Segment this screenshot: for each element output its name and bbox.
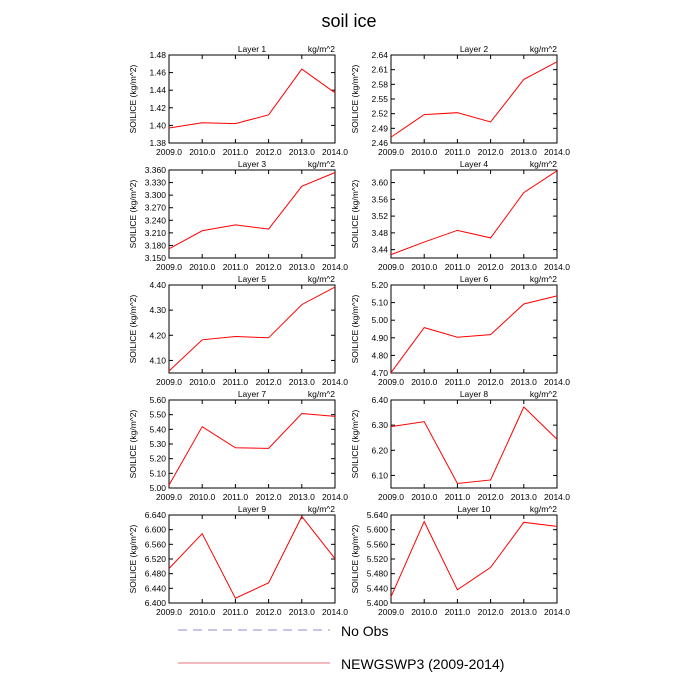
y-tick-label: 6.560 [144,539,166,550]
x-tick-label: 2011.0 [444,607,471,617]
x-tick-label: 2013.0 [510,377,537,387]
plot-frame [169,515,335,603]
x-tick-label: 2009.0 [156,492,182,502]
y-tick-label: 3.60 [371,177,388,188]
panel-layer-1 [128,44,348,157]
y-tick-label: 2.46 [371,138,388,148]
y-tick-label: 4.10 [149,355,166,366]
x-tick-label: 2009.0 [378,607,404,617]
x-tick-label: 2011.0 [222,377,249,387]
y-tick-label: 1.48 [149,50,166,60]
series-line-layer-10 [391,522,557,597]
x-tick-label: 2014.0 [322,607,348,617]
panel-units: kg/m^2 [307,159,335,169]
x-tick-label: 2011.0 [444,262,471,272]
y-tick-label: 3.180 [144,240,166,251]
y-tick-label: 4.40 [149,280,166,290]
x-tick-label: 2011.0 [222,607,249,617]
x-tick-label: 2009.0 [378,492,404,502]
panel-units: kg/m^2 [307,389,335,399]
panel-title: Layer 6 [459,274,489,284]
y-tick-label: 1.38 [149,138,166,148]
panel-layer-3 [128,159,348,272]
y-tick-label: 5.10 [371,297,388,308]
x-tick-label: 2010.0 [189,262,216,272]
y-axis-label: SOILICE (kg/m^2) [350,179,360,249]
x-tick-label: 2012.0 [255,147,282,157]
plot-frame [391,55,557,143]
x-tick-label: 2011.0 [444,147,471,157]
y-axis-label: SOILICE (kg/m^2) [128,409,138,479]
panel-title: Layer 3 [237,159,267,169]
x-tick-label: 2012.0 [477,262,504,272]
y-tick-label: 3.210 [144,227,166,238]
x-tick-label: 2014.0 [544,262,570,272]
x-tick-label: 2014.0 [544,147,570,157]
x-tick-label: 2010.0 [411,607,438,617]
x-tick-label: 2009.0 [156,147,182,157]
x-tick-label: 2013.0 [288,377,315,387]
y-axis-label: SOILICE (kg/m^2) [350,64,360,134]
y-axis-label: SOILICE (kg/m^2) [350,524,360,594]
y-tick-label: 3.52 [371,211,388,222]
y-tick-label: 6.440 [144,583,166,594]
y-tick-label: 5.440 [366,583,388,594]
x-tick-label: 2011.0 [222,262,249,272]
x-tick-label: 2012.0 [255,377,282,387]
panel-units: kg/m^2 [529,504,557,514]
plot-frame [169,400,335,488]
series-line-layer-9 [169,516,335,598]
x-tick-label: 2012.0 [255,607,282,617]
panel-layer-4 [350,159,570,272]
panel-units: kg/m^2 [529,159,557,169]
x-tick-label: 2010.0 [189,607,216,617]
x-tick-label: 2013.0 [288,262,315,272]
y-tick-label: 2.49 [371,123,388,134]
y-tick-label: 4.30 [149,305,166,316]
x-tick-label: 2013.0 [510,492,537,502]
x-tick-label: 2013.0 [510,607,537,617]
legend [178,623,504,672]
x-tick-label: 2014.0 [544,377,570,387]
x-tick-label: 2009.0 [156,607,182,617]
y-tick-label: 6.40 [371,395,388,405]
y-tick-label: 3.270 [144,202,166,213]
x-tick-label: 2012.0 [477,607,504,617]
y-tick-label: 2.58 [371,79,388,90]
y-tick-label: 4.90 [371,332,388,343]
y-axis-label: SOILICE (kg/m^2) [128,294,138,364]
panel-layer-2 [350,44,570,157]
x-tick-label: 2010.0 [189,492,216,502]
x-tick-label: 2011.0 [444,377,471,387]
x-tick-label: 2014.0 [322,262,348,272]
y-tick-label: 5.20 [371,280,388,290]
x-tick-label: 2010.0 [189,377,216,387]
panel-layer-10 [350,504,570,617]
panel-grid [128,44,570,617]
y-tick-label: 6.520 [144,554,166,564]
x-tick-label: 2009.0 [378,377,404,387]
x-tick-label: 2012.0 [477,377,504,387]
panel-title: Layer 4 [459,159,489,169]
series-line-layer-2 [391,62,557,137]
y-tick-label: 5.640 [366,510,388,520]
y-tick-label: 2.55 [371,94,388,104]
x-tick-label: 2009.0 [378,147,404,157]
figure-title: soil ice [321,11,377,31]
y-tick-label: 3.330 [144,177,166,188]
panel-layer-7 [128,389,348,502]
x-tick-label: 2012.0 [255,262,282,272]
y-axis-label: SOILICE (kg/m^2) [350,409,360,479]
y-tick-label: 6.400 [144,598,166,608]
x-tick-label: 2012.0 [477,147,504,157]
y-tick-label: 5.520 [366,554,388,564]
x-tick-label: 2014.0 [322,377,348,387]
y-tick-label: 5.20 [149,453,166,464]
panel-units: kg/m^2 [307,504,335,514]
y-tick-label: 4.70 [371,368,388,378]
panel-title: Layer 1 [237,44,267,54]
y-tick-label: 6.30 [371,420,388,431]
y-tick-label: 1.40 [149,120,166,131]
x-tick-label: 2014.0 [322,147,348,157]
panel-layer-8 [350,389,570,502]
x-tick-label: 2010.0 [411,492,438,502]
y-tick-label: 5.00 [149,483,166,493]
y-tick-label: 3.44 [371,244,388,255]
x-tick-label: 2010.0 [411,147,438,157]
panel-units: kg/m^2 [307,274,335,284]
x-tick-label: 2014.0 [544,607,570,617]
y-tick-label: 5.60 [149,395,166,405]
y-tick-label: 6.640 [144,510,166,520]
series-line-layer-3 [169,173,335,249]
panel-layer-5 [128,274,348,387]
y-tick-label: 3.300 [144,190,166,201]
plot-frame [169,55,335,143]
x-tick-label: 2009.0 [156,262,182,272]
y-tick-label: 4.80 [371,350,388,361]
y-axis-label: SOILICE (kg/m^2) [350,294,360,364]
x-tick-label: 2013.0 [510,147,537,157]
y-tick-label: 5.00 [371,315,388,326]
y-tick-label: 4.20 [149,330,166,341]
y-tick-label: 3.150 [144,253,166,263]
x-tick-label: 2011.0 [444,492,471,502]
x-tick-label: 2009.0 [156,377,182,387]
plot-frame [391,285,557,373]
y-axis-label: SOILICE (kg/m^2) [128,64,138,134]
x-tick-label: 2013.0 [288,492,315,502]
panel-title: Layer 10 [457,504,491,514]
plot-frame [169,285,335,373]
legend-label-no-obs: No Obs [341,623,389,639]
series-line-layer-8 [391,407,557,483]
y-tick-label: 1.44 [149,85,166,96]
plot-frame [391,400,557,488]
series-line-layer-6 [391,296,557,373]
y-tick-label: 2.61 [371,64,388,75]
x-tick-label: 2010.0 [411,262,438,272]
panel-title: Layer 2 [459,44,489,54]
y-tick-label: 6.480 [144,568,166,579]
y-tick-label: 3.360 [144,165,166,175]
plot-frame [391,515,557,603]
y-tick-label: 5.40 [149,424,166,435]
y-tick-label: 1.42 [149,102,166,113]
y-tick-label: 5.50 [149,409,166,420]
series-line-layer-1 [169,69,335,128]
y-axis-label: SOILICE (kg/m^2) [128,179,138,249]
panel-layer-9 [128,504,348,617]
y-tick-label: 2.52 [371,108,388,119]
panel-units: kg/m^2 [529,44,557,54]
x-tick-label: 2013.0 [288,147,315,157]
x-tick-label: 2013.0 [288,607,315,617]
y-tick-label: 3.240 [144,215,166,226]
y-axis-label: SOILICE (kg/m^2) [128,524,138,594]
x-tick-label: 2012.0 [477,492,504,502]
series-line-layer-4 [391,171,557,255]
x-tick-label: 2011.0 [222,147,249,157]
y-tick-label: 5.10 [149,468,166,479]
x-tick-label: 2010.0 [189,147,216,157]
y-tick-label: 5.30 [149,439,166,449]
panel-units: kg/m^2 [529,389,557,399]
y-tick-label: 2.64 [371,50,388,60]
panel-layer-6 [350,274,570,387]
y-tick-label: 6.20 [371,445,388,456]
y-tick-label: 5.400 [366,598,388,608]
legend-label-newgswp3: NEWGSWP3 (2009-2014) [341,656,505,672]
series-line-layer-7 [169,413,335,485]
panel-title: Layer 9 [237,504,267,514]
x-tick-label: 2012.0 [255,492,282,502]
x-tick-label: 2009.0 [378,262,404,272]
y-tick-label: 6.10 [371,470,388,481]
x-tick-label: 2014.0 [322,492,348,502]
panel-title: Layer 7 [237,389,267,399]
x-tick-label: 2013.0 [510,262,537,272]
y-tick-label: 5.600 [366,524,388,535]
y-tick-label: 6.600 [144,524,166,535]
x-tick-label: 2010.0 [411,377,438,387]
x-tick-label: 2011.0 [222,492,249,502]
panel-title: Layer 5 [237,274,267,284]
panel-units: kg/m^2 [307,44,335,54]
panel-title: Layer 8 [459,389,489,399]
y-tick-label: 5.480 [366,568,388,579]
y-tick-label: 3.56 [371,194,388,205]
y-tick-label: 5.560 [366,539,388,550]
y-tick-label: 3.48 [371,227,388,238]
panel-units: kg/m^2 [529,274,557,284]
x-tick-label: 2014.0 [544,492,570,502]
series-line-layer-5 [169,287,335,371]
y-tick-label: 1.46 [149,67,166,78]
